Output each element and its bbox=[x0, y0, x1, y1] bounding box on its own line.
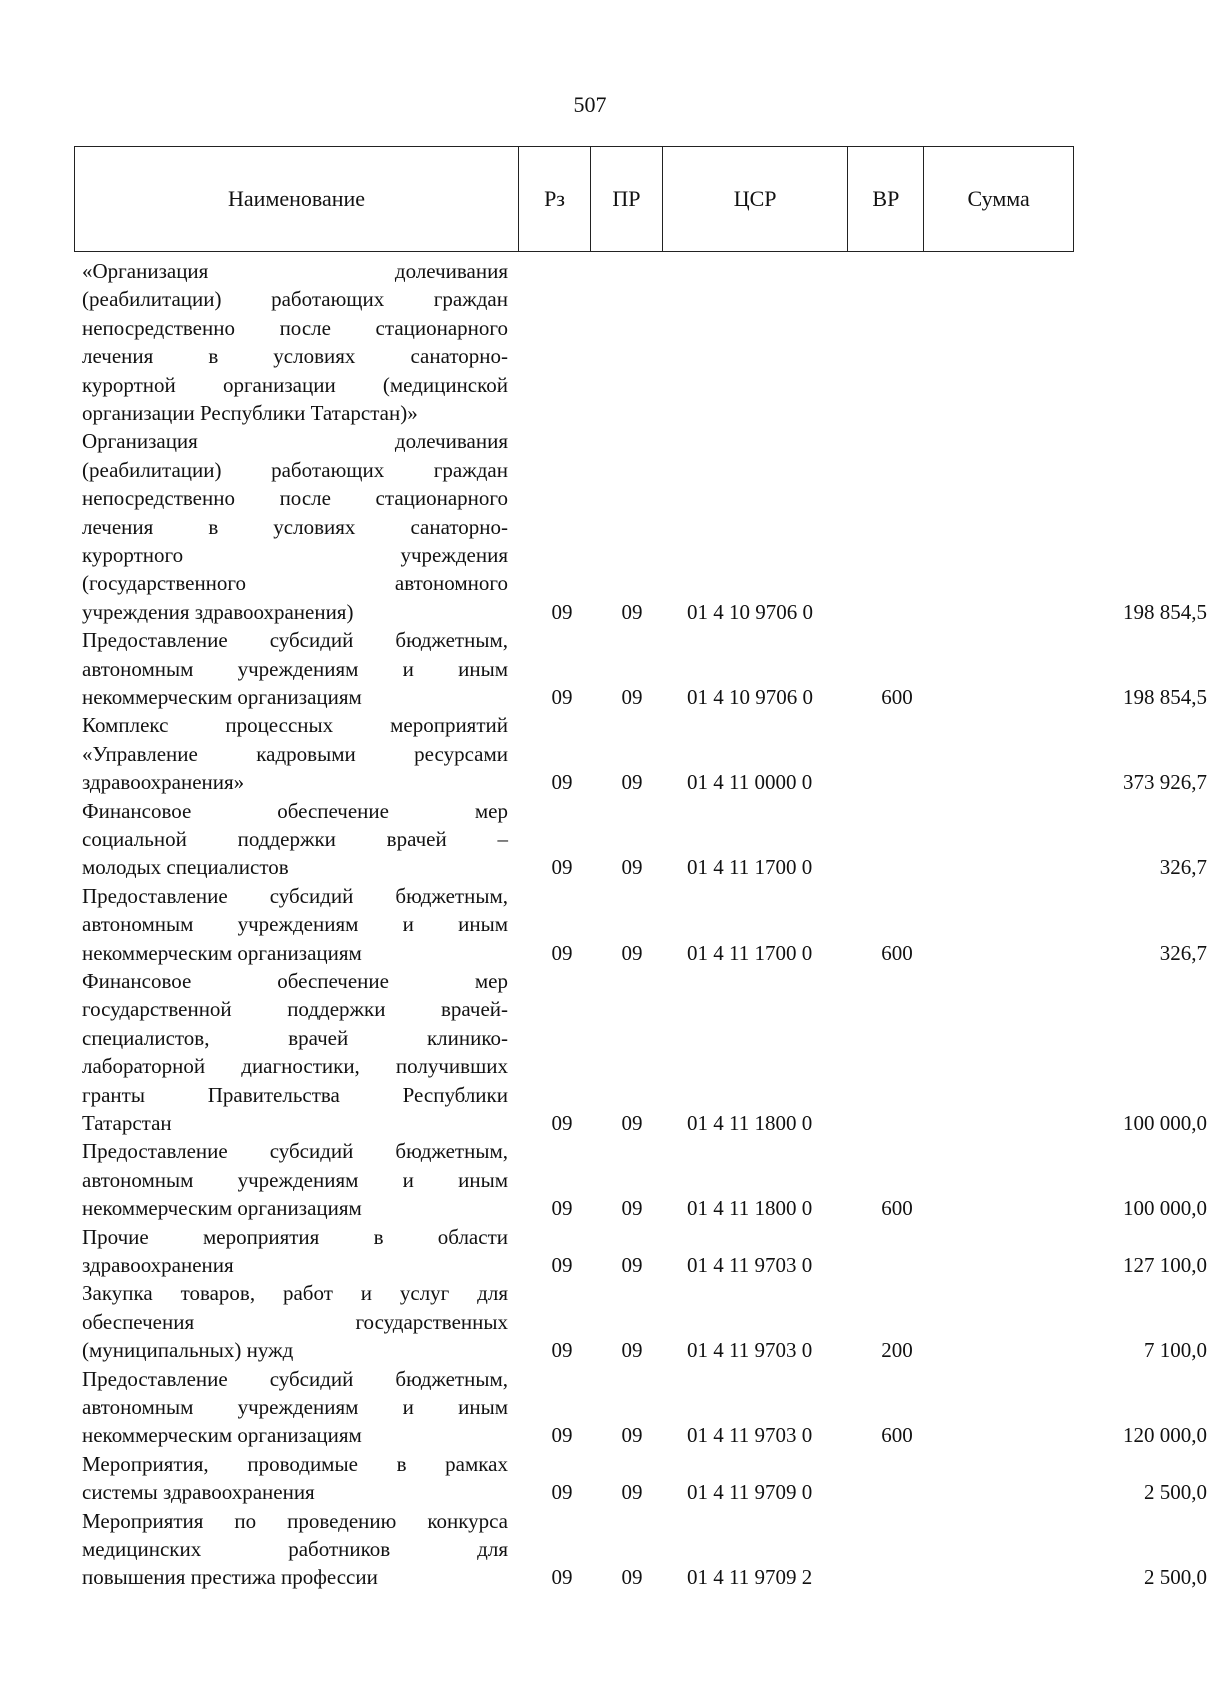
cell-rz: 09 bbox=[551, 1252, 573, 1277]
cell-csr: 01 4 11 9709 2 bbox=[687, 1565, 813, 1590]
cell-csr: 01 4 11 0000 0 bbox=[687, 770, 813, 795]
row-name-line: Финансовое обеспечение мер bbox=[82, 798, 508, 823]
row-name bbox=[82, 626, 508, 711]
cell-sum: 198 854,5 bbox=[1123, 599, 1207, 624]
cell-csr: 01 4 10 9706 0 bbox=[687, 684, 813, 709]
row-name-line: непосредственно после стационарного bbox=[82, 486, 508, 511]
cell-sum: 100 000,0 bbox=[1123, 1196, 1207, 1221]
header-pr: ПР bbox=[591, 147, 663, 251]
cell-vr: 200 bbox=[881, 1338, 913, 1363]
row-name-line: Финансовое обеспечение мер bbox=[82, 969, 508, 993]
row-name-line: (реабилитации) работающих граждан bbox=[82, 457, 508, 482]
header-sum: Сумма bbox=[967, 186, 1030, 211]
row-name bbox=[82, 1365, 508, 1450]
cell-pr: 09 bbox=[621, 1480, 643, 1505]
table-row bbox=[82, 1365, 1207, 1450]
cell-sum: 127 100,0 bbox=[1123, 1252, 1207, 1277]
cell-pr: 09 bbox=[621, 684, 643, 709]
row-name-line: Предоставление субсидий бюджетным, bbox=[82, 1366, 508, 1391]
row-name bbox=[82, 1137, 508, 1222]
row-name bbox=[82, 711, 508, 796]
row-name-line: специалистов, врачей клинико- bbox=[82, 1025, 508, 1050]
row-name bbox=[82, 257, 508, 427]
cell-pr: 09 bbox=[621, 1565, 643, 1590]
table-row bbox=[82, 1223, 1207, 1280]
row-name-line: Комплекс процессных мероприятий bbox=[82, 713, 508, 738]
cell-sum: 7 100,0 bbox=[1144, 1338, 1207, 1363]
row-name-line: лабораторной диагностики, получивших bbox=[82, 1054, 508, 1079]
row-name bbox=[82, 427, 508, 626]
row-name-line: Предоставление субсидий бюджетным, bbox=[82, 628, 508, 653]
table-row bbox=[82, 1279, 1207, 1364]
cell-vr: 600 bbox=[881, 1423, 913, 1448]
row-name-line: Прочие мероприятия в области bbox=[82, 1224, 508, 1249]
cell-sum: 326,7 bbox=[1159, 855, 1207, 880]
table-row bbox=[82, 797, 1207, 882]
table-row bbox=[82, 711, 1207, 796]
row-name bbox=[82, 882, 508, 967]
table-row bbox=[82, 967, 1207, 1137]
cell-rz: 09 bbox=[551, 1565, 573, 1590]
table-row bbox=[82, 626, 1207, 711]
cell-vr: 600 bbox=[881, 684, 913, 709]
cell-csr: 01 4 11 9703 0 bbox=[687, 1423, 813, 1448]
cell-csr: 01 4 11 1700 0 bbox=[687, 855, 813, 880]
cell-rz: 09 bbox=[551, 770, 573, 795]
table-row bbox=[82, 427, 1207, 626]
cell-csr: 01 4 11 9703 0 bbox=[687, 1338, 813, 1363]
row-name-line: Предоставление субсидий бюджетным, bbox=[82, 1139, 508, 1164]
row-name-line: обеспечения государственных bbox=[82, 1309, 508, 1334]
row-name-line: системы здравоохранения bbox=[82, 1480, 315, 1505]
table-row bbox=[82, 1450, 1207, 1507]
row-name-line: организации Республики Татарстан)» bbox=[82, 401, 418, 426]
cell-rz: 09 bbox=[551, 1111, 573, 1135]
cell-pr: 09 bbox=[621, 1111, 643, 1135]
row-name bbox=[82, 1507, 508, 1592]
row-name-line: (реабилитации) работающих граждан bbox=[82, 287, 508, 312]
header-name: Наименование bbox=[75, 147, 519, 251]
cell-pr: 09 bbox=[621, 770, 643, 795]
header-vr: ВР bbox=[848, 147, 924, 251]
row-name-line: «Организация долечивания bbox=[82, 259, 508, 283]
row-name-line: некоммерческим организациям bbox=[82, 940, 362, 965]
row-name-line: Мероприятия по проведению конкурса bbox=[82, 1508, 508, 1533]
row-name-line: гранты Правительства Республики bbox=[82, 1082, 508, 1107]
row-name-line: Татарстан bbox=[82, 1111, 172, 1136]
row-name-line: молодых специалистов bbox=[82, 855, 289, 880]
row-name bbox=[82, 1450, 508, 1507]
cell-csr: 01 4 11 1700 0 bbox=[687, 940, 813, 965]
table-row bbox=[82, 1507, 1207, 1592]
row-name-line: некоммерческим организациям bbox=[82, 685, 362, 709]
cell-sum: 2 500,0 bbox=[1144, 1480, 1207, 1505]
row-name-line: курортной организации (медицинской bbox=[82, 372, 508, 397]
header-rz: Рз bbox=[519, 147, 591, 251]
cell-rz: 09 bbox=[551, 855, 573, 880]
row-name bbox=[82, 1279, 508, 1364]
row-name-line: некоммерческим организациям bbox=[82, 1196, 362, 1221]
cell-vr: 600 bbox=[881, 1196, 913, 1221]
cell-sum: 373 926,7 bbox=[1123, 770, 1207, 795]
cell-sum: 198 854,5 bbox=[1123, 684, 1207, 709]
page-number: 507 bbox=[573, 92, 607, 117]
row-name-line: Предоставление субсидий бюджетным, bbox=[82, 883, 508, 908]
row-name-line: автономным учреждениям и иным bbox=[82, 1395, 508, 1419]
row-name-line: (муниципальных) нужд bbox=[82, 1338, 294, 1363]
cell-csr: 01 4 10 9706 0 bbox=[687, 599, 813, 624]
row-name bbox=[82, 1223, 508, 1280]
cell-pr: 09 bbox=[621, 1423, 643, 1448]
cell-sum: 120 000,0 bbox=[1123, 1423, 1207, 1448]
cell-sum: 326,7 bbox=[1159, 940, 1207, 965]
cell-rz: 09 bbox=[551, 1423, 573, 1448]
cell-pr: 09 bbox=[621, 940, 643, 965]
cell-pr: 09 bbox=[621, 855, 643, 880]
cell-csr: 01 4 11 1800 0 bbox=[687, 1111, 813, 1135]
row-name-line: некоммерческим организациям bbox=[82, 1423, 362, 1448]
cell-rz: 09 bbox=[551, 599, 573, 624]
table-header bbox=[74, 146, 1074, 252]
row-name bbox=[82, 797, 508, 882]
cell-rz: 09 bbox=[551, 1338, 573, 1363]
row-name-line: медицинских работников для bbox=[82, 1537, 508, 1561]
cell-sum: 100 000,0 bbox=[1123, 1111, 1207, 1135]
row-name-line: государственной поддержки врачей- bbox=[82, 997, 508, 1022]
table-row bbox=[82, 1137, 1207, 1222]
cell-vr: 600 bbox=[881, 940, 913, 965]
cell-pr: 09 bbox=[621, 1196, 643, 1221]
cell-rz: 09 bbox=[551, 940, 573, 965]
row-name-line: учреждения здравоохранения) bbox=[82, 599, 354, 624]
table-row bbox=[82, 882, 1207, 967]
cell-sum: 2 500,0 bbox=[1144, 1565, 1207, 1590]
cell-csr: 01 4 11 1800 0 bbox=[687, 1196, 813, 1221]
table-row bbox=[82, 257, 1082, 427]
row-name-line: курортного учреждения bbox=[82, 543, 508, 568]
row-name bbox=[82, 967, 508, 1137]
row-name-line: Закупка товаров, работ и услуг для bbox=[82, 1281, 508, 1306]
cell-rz: 09 bbox=[551, 1480, 573, 1505]
cell-rz: 09 bbox=[551, 684, 573, 709]
cell-rz: 09 bbox=[551, 1196, 573, 1221]
row-name-line: непосредственно после стационарного bbox=[82, 315, 508, 340]
row-name-line: автономным учреждениям и иным bbox=[82, 656, 508, 681]
cell-csr: 01 4 11 9703 0 bbox=[687, 1252, 813, 1277]
row-name-line: (государственного автономного bbox=[82, 571, 508, 596]
row-name-line: здравоохранения bbox=[82, 1253, 234, 1277]
row-name-line: лечения в условиях санаторно- bbox=[82, 344, 508, 369]
row-name-line: «Управление кадровыми ресурсами bbox=[82, 741, 508, 766]
row-name-line: Мероприятия, проводимые в рамках bbox=[82, 1451, 508, 1476]
cell-csr: 01 4 11 9709 0 bbox=[687, 1480, 813, 1505]
row-name-line: повышения престижа профессии bbox=[82, 1565, 378, 1590]
cell-pr: 09 bbox=[621, 599, 643, 624]
row-name-line: Организация долечивания bbox=[82, 429, 508, 454]
cell-pr: 09 bbox=[621, 1252, 643, 1277]
row-name-line: здравоохранения» bbox=[82, 770, 245, 795]
row-name-line: автономным учреждениям и иным bbox=[82, 1167, 508, 1192]
cell-pr: 09 bbox=[621, 1338, 643, 1363]
header-csr: ЦСР bbox=[663, 147, 849, 251]
row-name-line: автономным учреждениям и иным bbox=[82, 912, 508, 937]
row-name-line: лечения в условиях санаторно- bbox=[82, 514, 508, 539]
row-name-line: социальной поддержки врачей – bbox=[82, 827, 508, 851]
